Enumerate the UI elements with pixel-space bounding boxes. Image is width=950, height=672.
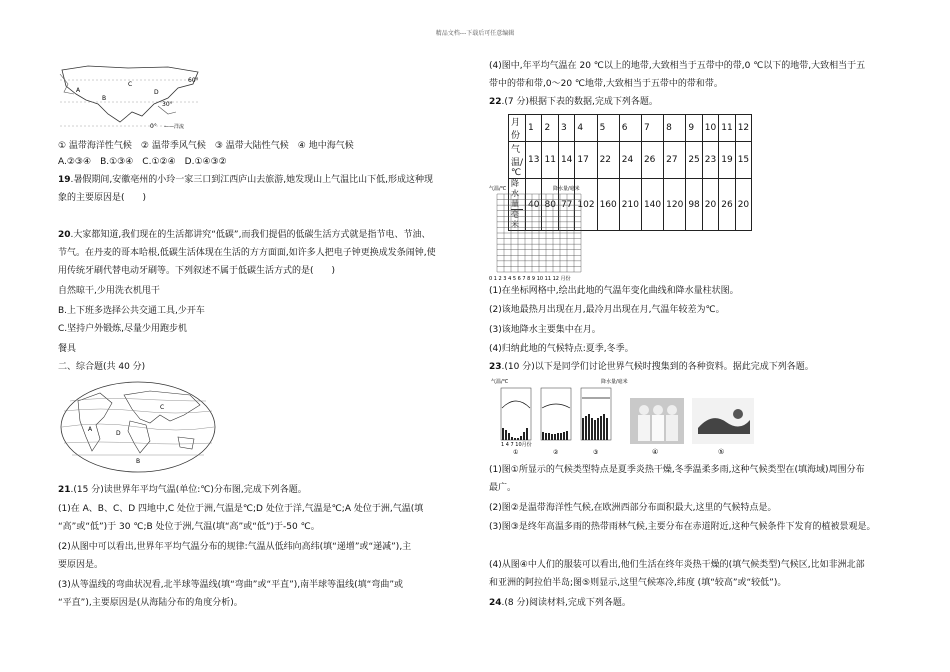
q22-part2: (2)该地最热月出现在月,最冷月出现在月,气温年较差为℃。 [489, 305, 725, 315]
row-label-temperature: 气温/℃ [509, 142, 526, 179]
photo-number-4: ④ [652, 448, 659, 456]
q18-choices: A.②③④ B.①③④ C.①②④ D.①④③② [58, 157, 227, 167]
table-cell: 102 [575, 179, 597, 231]
q23-text: .(10 分)以下是同学们讨论世界气候时搜集到的各种资料。据此完成下列各题。 [501, 362, 814, 372]
q22-part3: (3)该地降水主要集中在月。 [489, 325, 601, 335]
table-cell: 13 [526, 142, 542, 179]
q20-line2: 节气。在丹麦的哥本哈根,低碳生活体现在生活的方方面面,如许多人把电子钟更换成发条闹钟,使 [58, 248, 436, 258]
table-cell: 23 [702, 142, 718, 179]
q21-part1-line1: (1)在 A、B、C、D 四地中,C 处位于洲,气温是℃;D 处位于洋,气温是℃;A 处位于洲,气温(填 [58, 504, 424, 514]
q21-part1-line2: “高”或“低”)于 30 ℃;B 处位于洲,气温(填“高”或“低”)于-50 ℃。 [58, 522, 320, 532]
q23-part3: (3)图③是终年高温多雨的热带雨林气候,主要分布在赤道附近,这种气候条件下发育的植被景观是。 [489, 522, 876, 532]
grid-x-axis-label: 0 1 2 3 4 5 6 7 8 9 10 11 12 月份 [489, 276, 571, 282]
map2-label-d: D [116, 430, 121, 437]
q23-title [489, 361, 814, 373]
q21-text: .(15 分)读世界年平均气温(单位:℃)分布图,完成下列各题。 [70, 485, 307, 495]
q20-option-c: C.坚持户外锻炼,尽量少用跑步机 [58, 324, 188, 334]
map1-label-d: D [154, 89, 159, 96]
q22-number: 22 [489, 97, 502, 107]
map2-label-a: A [88, 426, 93, 433]
table-row-temperature [509, 142, 752, 179]
q18-options: ① 温带海洋性气候 ② 温带季风气候 ③ 温带大陆性气候 ④ 地中海气候 [58, 141, 354, 151]
table-cell: 12 [735, 115, 751, 142]
map2-label-b: B [136, 458, 141, 465]
chart-number-2: ② [553, 449, 559, 456]
q21-number: 21 [58, 485, 71, 495]
table-cell: 2 [542, 115, 558, 142]
table-cell: 14 [558, 142, 574, 179]
table-cell: 98 [686, 179, 702, 231]
precip-label-bottom: 毫米 [511, 210, 519, 229]
table-cell: 11 [542, 142, 558, 179]
q24-title [489, 597, 631, 609]
table-cell: 40 [526, 179, 542, 231]
q20-option-a: 自然晾干,少用洗衣机甩干 [58, 286, 160, 296]
q22-text: .(7 分)根据下表的数据,完成下列各题。 [501, 97, 658, 107]
map1-label-c: C [128, 81, 133, 88]
map1-legend: ——洋流 [164, 124, 185, 130]
page-header: 精品文档---下载后可任意编辑 [435, 30, 515, 37]
q23-part1-line2: 最广。 [489, 483, 517, 493]
table-cell: 25 [686, 142, 702, 179]
grid-precip-axis-label: 降水量/毫米 [553, 186, 580, 192]
table-cell: 140 [641, 179, 663, 231]
q23-part2: (2)图②是温带海洋性气候,在欧洲西部分布面积最大,这里的气候特点是。 [489, 503, 777, 513]
lat-0-label: 0° [150, 123, 157, 130]
map1-label-b: B [102, 95, 107, 102]
table-cell: 77 [558, 179, 574, 231]
table-cell: 26 [641, 142, 663, 179]
q23-part4-line1: (4)从图④中人们的服装可以看出,他们生活在终年炎热干燥的(填气候类型)气候区,比如非洲北部 [489, 560, 865, 570]
desert-people-photo [630, 398, 684, 444]
q22-title [489, 96, 658, 108]
q22-part1: (1)在坐标网格中,绘出此地的气温年变化曲线和降水量柱状图。 [489, 286, 739, 296]
table-cell: 15 [735, 142, 751, 179]
q20-option-d: 餐具 [58, 344, 77, 354]
table-cell: 1 [526, 115, 542, 142]
section-2-title: 二、综合题(共 40 分) [58, 362, 146, 372]
table-cell: 9 [686, 115, 702, 142]
q23-part1-line1: (1)图①所显示的气候类型特点是夏季炎热干燥,冬季温柔多雨,这种气候类型在(填海域)周围分布 [489, 465, 865, 475]
table-cell: 27 [664, 142, 686, 179]
table-cell: 80 [542, 179, 558, 231]
q20-line1 [58, 229, 430, 241]
q19-text: .暑假期间,安徽亳州的小玲一家三口到江西庐山去旅游,她发现山上气温比山下低,形成这种现 [70, 175, 433, 185]
chart-number-3: ③ [593, 449, 599, 456]
table-cell: 7 [641, 115, 663, 142]
q20-number: 20 [58, 230, 71, 240]
q20-line3: 用传统牙刷代替电动牙刷等。下列叙述不属于低碳生活方式的是( ) [58, 266, 336, 276]
q21-part2-line1: (2)从图中可以看出,世界年平均气温分布的规律:气温从低纬向高纬(填“递增”或“递减”),主 [58, 542, 412, 552]
table-cell: 6 [619, 115, 641, 142]
q20-option-b: B.上下班多选择公共交通工具,少开车 [58, 306, 205, 316]
table-cell: 3 [558, 115, 574, 142]
table-cell: 20 [702, 179, 718, 231]
q21-part4-line1: (4)图中,年平均气温在 20 ℃以上的地带,大致相当于五带中的带,0 ℃以下的地带,大致相当于五 [489, 61, 866, 71]
grid-temp-axis-label: 气温/℃ [489, 186, 507, 192]
photo-number-5: ⑤ [718, 448, 725, 456]
table-cell: 8 [664, 115, 686, 142]
q21-title [58, 484, 307, 496]
q23-part4-line2: 和亚洲的阿拉伯半岛;图⑤则显示,这里气候寒冷,纬度 (填“较高”或“较低”)。 [489, 578, 787, 588]
polar-scene-photo [692, 398, 754, 444]
q19-number: 19 [58, 175, 71, 185]
world-temperature-map [60, 381, 216, 473]
table-row-months [509, 115, 752, 142]
table-cell: 22 [597, 142, 619, 179]
lat-30-label: 30° [162, 101, 173, 108]
q19-line2: 象的主要原因是( ) [58, 193, 147, 203]
map2-label-c: C [160, 404, 165, 411]
chart-number-1: ① [513, 449, 519, 456]
q21-part2-line2: 要原因是。 [58, 560, 104, 570]
charts-precip-label: 降水量/毫米 [601, 379, 628, 385]
q21-part4-line2: 带中的带和带,0～20 ℃地带,大致相当于五带中的带和带。 [489, 79, 723, 89]
table-cell: 160 [597, 179, 619, 231]
table-cell: 26 [719, 179, 735, 231]
precip-label-top: 降水量 [511, 179, 523, 210]
table-cell: 10 [702, 115, 718, 142]
q24-text: .(8 分)阅读材料,完成下列各题。 [501, 598, 631, 608]
charts-x-label: 1 4 7 10月份 [501, 442, 532, 448]
table-cell: 210 [619, 179, 641, 231]
climate-charts [489, 378, 629, 456]
table-cell: 11 [719, 115, 735, 142]
q24-number: 24 [489, 598, 502, 608]
table-cell: 17 [575, 142, 597, 179]
table-cell: 4 [575, 115, 597, 142]
charts-temp-label: 气温/℃ [491, 379, 509, 385]
lat-60-label: 60° [188, 77, 199, 84]
q20-text: .大家都知道,我们现在的生活都讲究“低碳”,而我们提倡的低碳生活方式就是指节电、节油、 [70, 230, 431, 240]
q21-part3-line2: “平直”),主要原因是(从海陆分布的角度分析)。 [58, 598, 243, 608]
table-cell: 19 [719, 142, 735, 179]
table-cell: 20 [735, 179, 751, 231]
table-cell: 24 [619, 142, 641, 179]
row-label-month: 月份 [509, 115, 526, 142]
map1-label-a: A [76, 87, 81, 94]
q23-number: 23 [489, 362, 502, 372]
q21-part3-line1: (3)从等温线的弯曲状况看,北半球等温线(填“弯曲”或“平直”),南半球等温线(填“弯曲”或 [58, 580, 403, 590]
table-cell: 120 [664, 179, 686, 231]
asia-map [58, 64, 208, 130]
q19-line1 [58, 174, 433, 186]
table-cell: 5 [597, 115, 619, 142]
blank-coordinate-grid [489, 186, 599, 282]
q22-part4: (4)归纳此地的气候特点:夏季,冬季。 [489, 344, 634, 354]
